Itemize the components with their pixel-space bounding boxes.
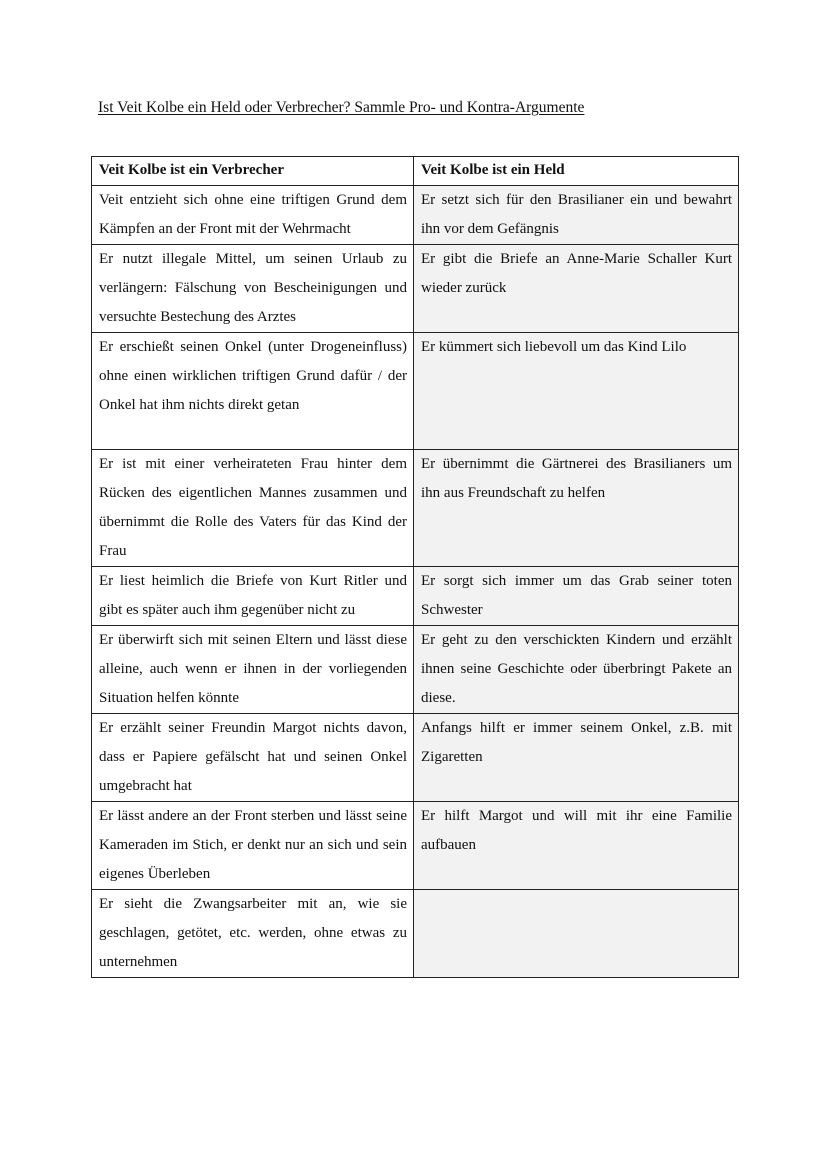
con-argument: Er nutzt illegale Mittel, um seinen Urlaub zu verlängern: Fälschung von Bescheinigungen und versuchte Bestechung des Arztes	[92, 245, 414, 333]
table-row	[92, 890, 739, 978]
table-row	[92, 567, 739, 626]
pro-argument: Er gibt die Briefe an Anne-Marie Schaller Kurt wieder zurück	[414, 245, 739, 333]
con-argument: Er ist mit einer verheirateten Frau hinter dem Rücken des eigentlichen Mannes zusammen und übernimmt die Rolle des Vaters für das Kind der Frau	[92, 450, 414, 567]
pro-argument: Er setzt sich für den Brasilianer ein und bewahrt ihn vor dem Gefängnis	[414, 186, 739, 245]
document-title: Ist Veit Kolbe ein Held oder Verbrecher? Sammle Pro- und Kontra-Argumente	[98, 99, 585, 116]
pro-argument	[414, 890, 739, 978]
con-argument: Er sieht die Zwangsarbeiter mit an, wie sie geschlagen, getötet, etc. werden, ohne etwas zu unternehmen	[92, 890, 414, 978]
header-hero: Veit Kolbe ist ein Held	[414, 157, 739, 186]
con-argument: Er liest heimlich die Briefe von Kurt Ritler und gibt es später auch ihm gegenüber nicht zu	[92, 567, 414, 626]
pro-argument: Anfangs hilft er immer seinem Onkel, z.B. mit Zigaretten	[414, 714, 739, 802]
table-row	[92, 245, 739, 333]
con-argument: Er erzählt seiner Freundin Margot nichts davon, dass er Papiere gefälscht hat und seinen Onkel umgebracht hat	[92, 714, 414, 802]
table-row	[92, 802, 739, 890]
table-row	[92, 450, 739, 567]
con-argument: Er überwirft sich mit seinen Eltern und lässt diese alleine, auch wenn er ihnen in der vorliegenden Situation helfen könnte	[92, 626, 414, 714]
table-row	[92, 186, 739, 245]
con-argument: Veit entzieht sich ohne eine triftigen Grund dem Kämpfen an der Front mit der Wehrmacht	[92, 186, 414, 245]
pro-argument: Er geht zu den verschickten Kindern und erzählt ihnen seine Geschichte oder überbringt Pakete an diese.	[414, 626, 739, 714]
con-argument: Er lässt andere an der Front sterben und lässt seine Kameraden im Stich, er denkt nur an sich und sein eigenes Überleben	[92, 802, 414, 890]
con-argument: Er erschießt seinen Onkel (unter Drogeneinfluss) ohne einen wirklichen triftigen Grund dafür / der Onkel hat ihm nichts direkt getan	[92, 333, 414, 450]
argument-table	[91, 156, 739, 978]
header-criminal: Veit Kolbe ist ein Verbrecher	[92, 157, 414, 186]
pro-argument: Er hilft Margot und will mit ihr eine Familie aufbauen	[414, 802, 739, 890]
pro-argument: Er kümmert sich liebevoll um das Kind Lilo	[414, 333, 739, 450]
table-row	[92, 714, 739, 802]
table-row	[92, 626, 739, 714]
table-row	[92, 333, 739, 450]
table-header-row	[92, 157, 739, 186]
pro-argument: Er übernimmt die Gärtnerei des Brasilianers um ihn aus Freundschaft zu helfen	[414, 450, 739, 567]
pro-argument: Er sorgt sich immer um das Grab seiner toten Schwester	[414, 567, 739, 626]
